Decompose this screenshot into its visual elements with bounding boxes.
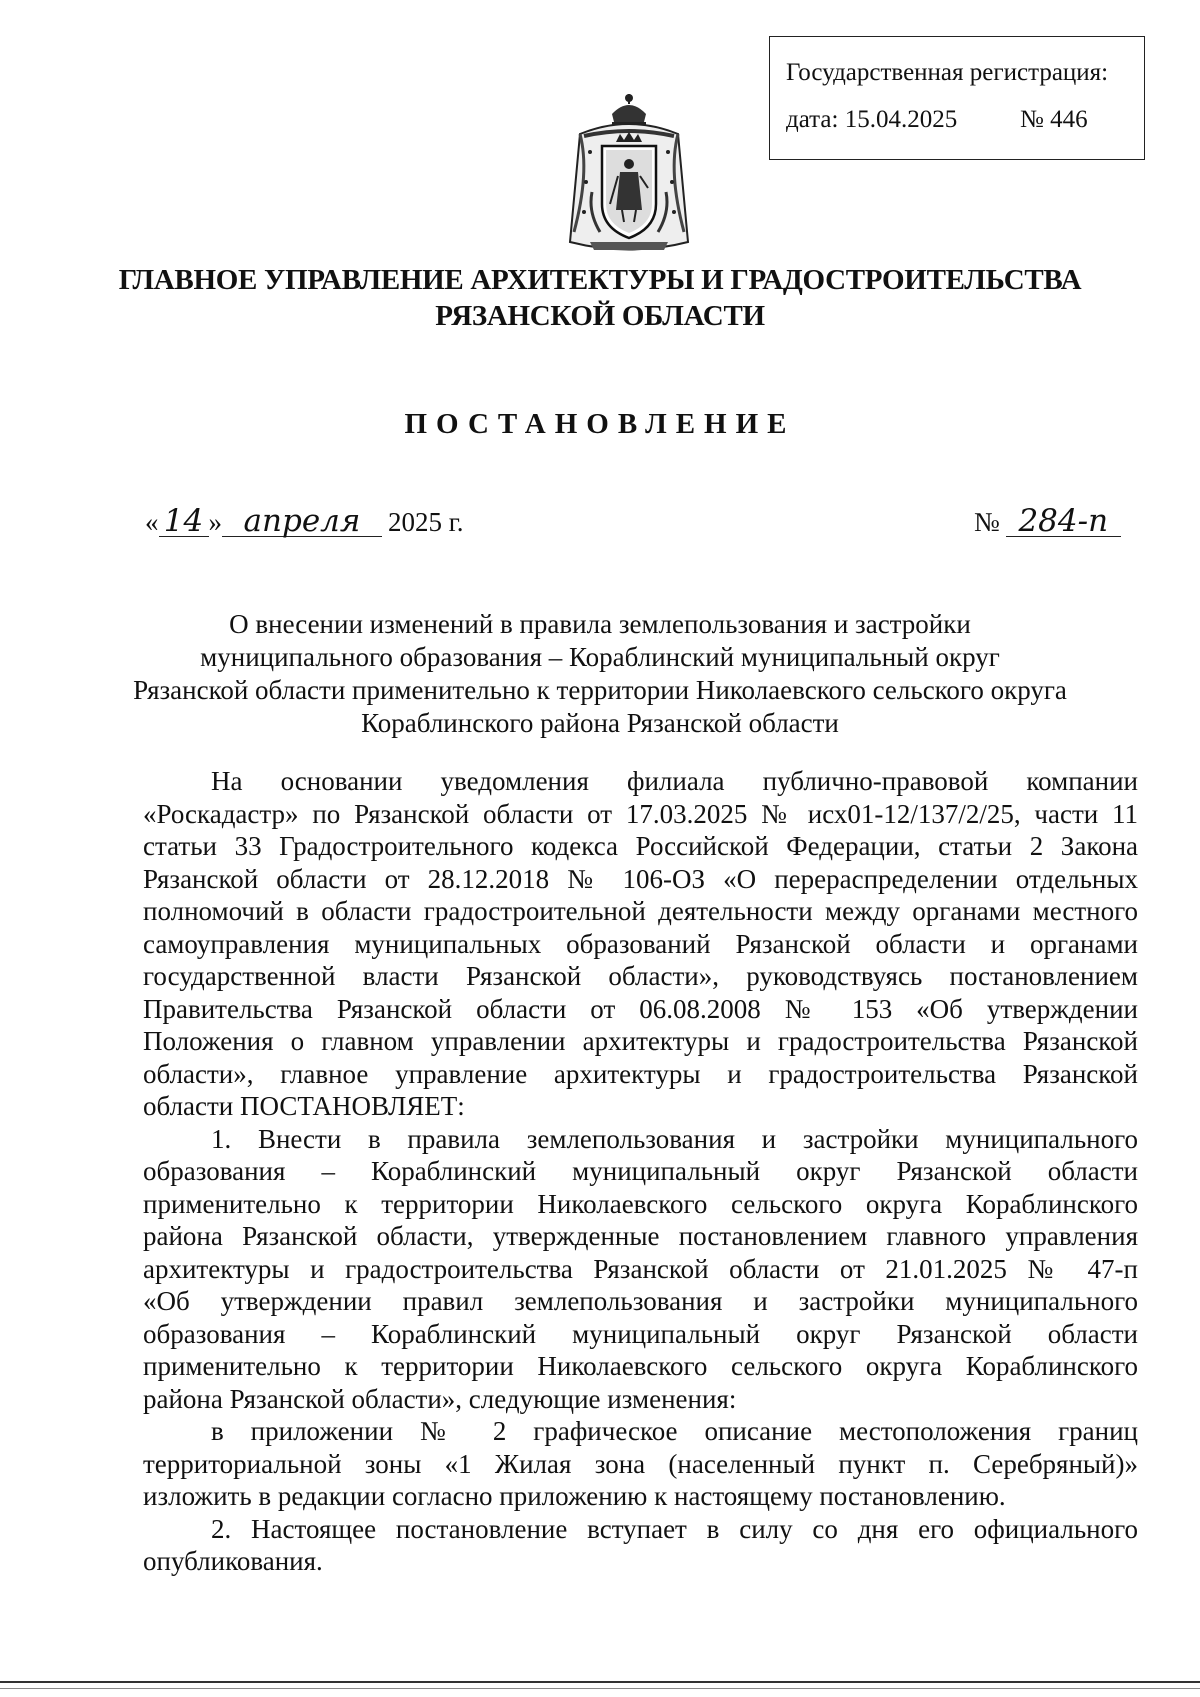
- document-subject: [90, 608, 1110, 740]
- body-line: опубликования.: [143, 1546, 323, 1576]
- document-body: [143, 765, 1138, 1578]
- date-open-quote: «: [145, 507, 159, 537]
- registration-stamp: [769, 36, 1145, 160]
- document-type-heading: ПОСТАНОВЛЕНИЕ: [404, 408, 796, 440]
- body-line: статьи 33 Градостроительного кодекса Российской Федерации, статьи 2 Закона: [143, 831, 1138, 861]
- page-bottom-border: [0, 1681, 1200, 1683]
- body-line: Рязанской области от 28.12.2018 № 106-ОЗ «О перераспределении отдельных: [143, 863, 1138, 894]
- body-line: района Рязанской области, утвержденные постановлением главного управления: [143, 1221, 1138, 1251]
- date-year: 2025 г.: [388, 507, 464, 537]
- body-line: «Роскадастр» по Рязанской области от 17.03.2025 № исх01-12/137/2/25, части 11: [143, 798, 1138, 829]
- body-line: образования – Кораблинский муниципальный округ Рязанской области: [143, 1318, 1138, 1349]
- body-line: архитектуры и градостроительства Рязанской области от 21.01.2025 № 47-п: [143, 1253, 1138, 1284]
- body-line: применительно к территории Николаевского сельского округа Кораблинского: [143, 1351, 1138, 1381]
- registration-date: дата: 15.04.2025: [786, 106, 958, 133]
- body-line: образования – Кораблинский муниципальный округ Рязанской области: [143, 1156, 1138, 1186]
- body-line: Правительства Рязанской области от 06.08.2008 № 153 «Об утверждении: [143, 993, 1138, 1024]
- subject-line: Рязанской области применительно к территории Николаевского сельского округа: [133, 675, 1067, 705]
- document-date: [145, 503, 464, 539]
- authority-name: [0, 262, 1200, 334]
- number-label: №: [974, 507, 1000, 537]
- date-day-handwritten: 14: [159, 506, 209, 537]
- body-line: области», главное управление архитектуры и градостроительства Рязанской: [143, 1058, 1138, 1089]
- body-line: государственной власти Рязанской области», руководствуясь постановлением: [143, 961, 1138, 991]
- body-line: На основании уведомления филиала публично-правовой компании: [211, 766, 1138, 796]
- authority-line-1: ГЛАВНОЕ УПРАВЛЕНИЕ АРХИТЕКТУРЫ И ГРАДОСТРОИТЕЛЬСТВА: [118, 264, 1082, 296]
- body-line: полномочий в области градостроительной деятельности между органами местного: [143, 896, 1138, 926]
- body-line: района Рязанской области», следующие изменения:: [143, 1383, 737, 1414]
- body-line: области ПОСТАНОВЛЯЕТ:: [143, 1091, 465, 1121]
- subject-line: Кораблинского района Рязанской области: [361, 708, 839, 738]
- page-bottom-border-secondary: [0, 1688, 1200, 1689]
- ryazan-coat-of-arms-icon: [560, 92, 698, 260]
- date-close-quote: »: [208, 507, 222, 537]
- body-line: в приложении № 2 графическое описание местоположения границ: [211, 1416, 1138, 1446]
- body-line: 2. Настоящее постановление вступает в силу со дня его официального: [211, 1513, 1138, 1544]
- body-line: применительно к территории Николаевского сельского округа Кораблинского: [143, 1188, 1138, 1219]
- subject-line: О внесении изменений в правила землепользования и застройки: [229, 609, 971, 639]
- document-number: [974, 503, 1121, 539]
- body-line: изложить в редакции согласно приложению к настоящему постановлению.: [143, 1481, 1006, 1511]
- date-month-handwritten: апреля: [222, 506, 382, 537]
- body-line: 1. Внести в правила землепользования и застройки муниципального: [211, 1123, 1138, 1154]
- subject-line: муниципального образования – Кораблинский муниципальный округ: [200, 642, 1000, 672]
- body-line: «Об утверждении правил землепользования и застройки муниципального: [143, 1286, 1138, 1316]
- authority-line-2: РЯЗАНСКОЙ ОБЛАСТИ: [435, 300, 765, 332]
- body-line: самоуправления муниципальных образований Рязанской области и органами: [143, 928, 1138, 959]
- body-line: Положения о главном управлении архитектуры и градостроительства Рязанской: [143, 1026, 1138, 1056]
- registration-title: Государственная регистрация:: [786, 59, 1109, 86]
- number-value-handwritten: 284-п: [1006, 506, 1121, 537]
- body-line: территориальной зоны «1 Жилая зона (населенный пункт п. Серебряный)»: [143, 1448, 1138, 1479]
- registration-number: № 446: [1020, 106, 1088, 133]
